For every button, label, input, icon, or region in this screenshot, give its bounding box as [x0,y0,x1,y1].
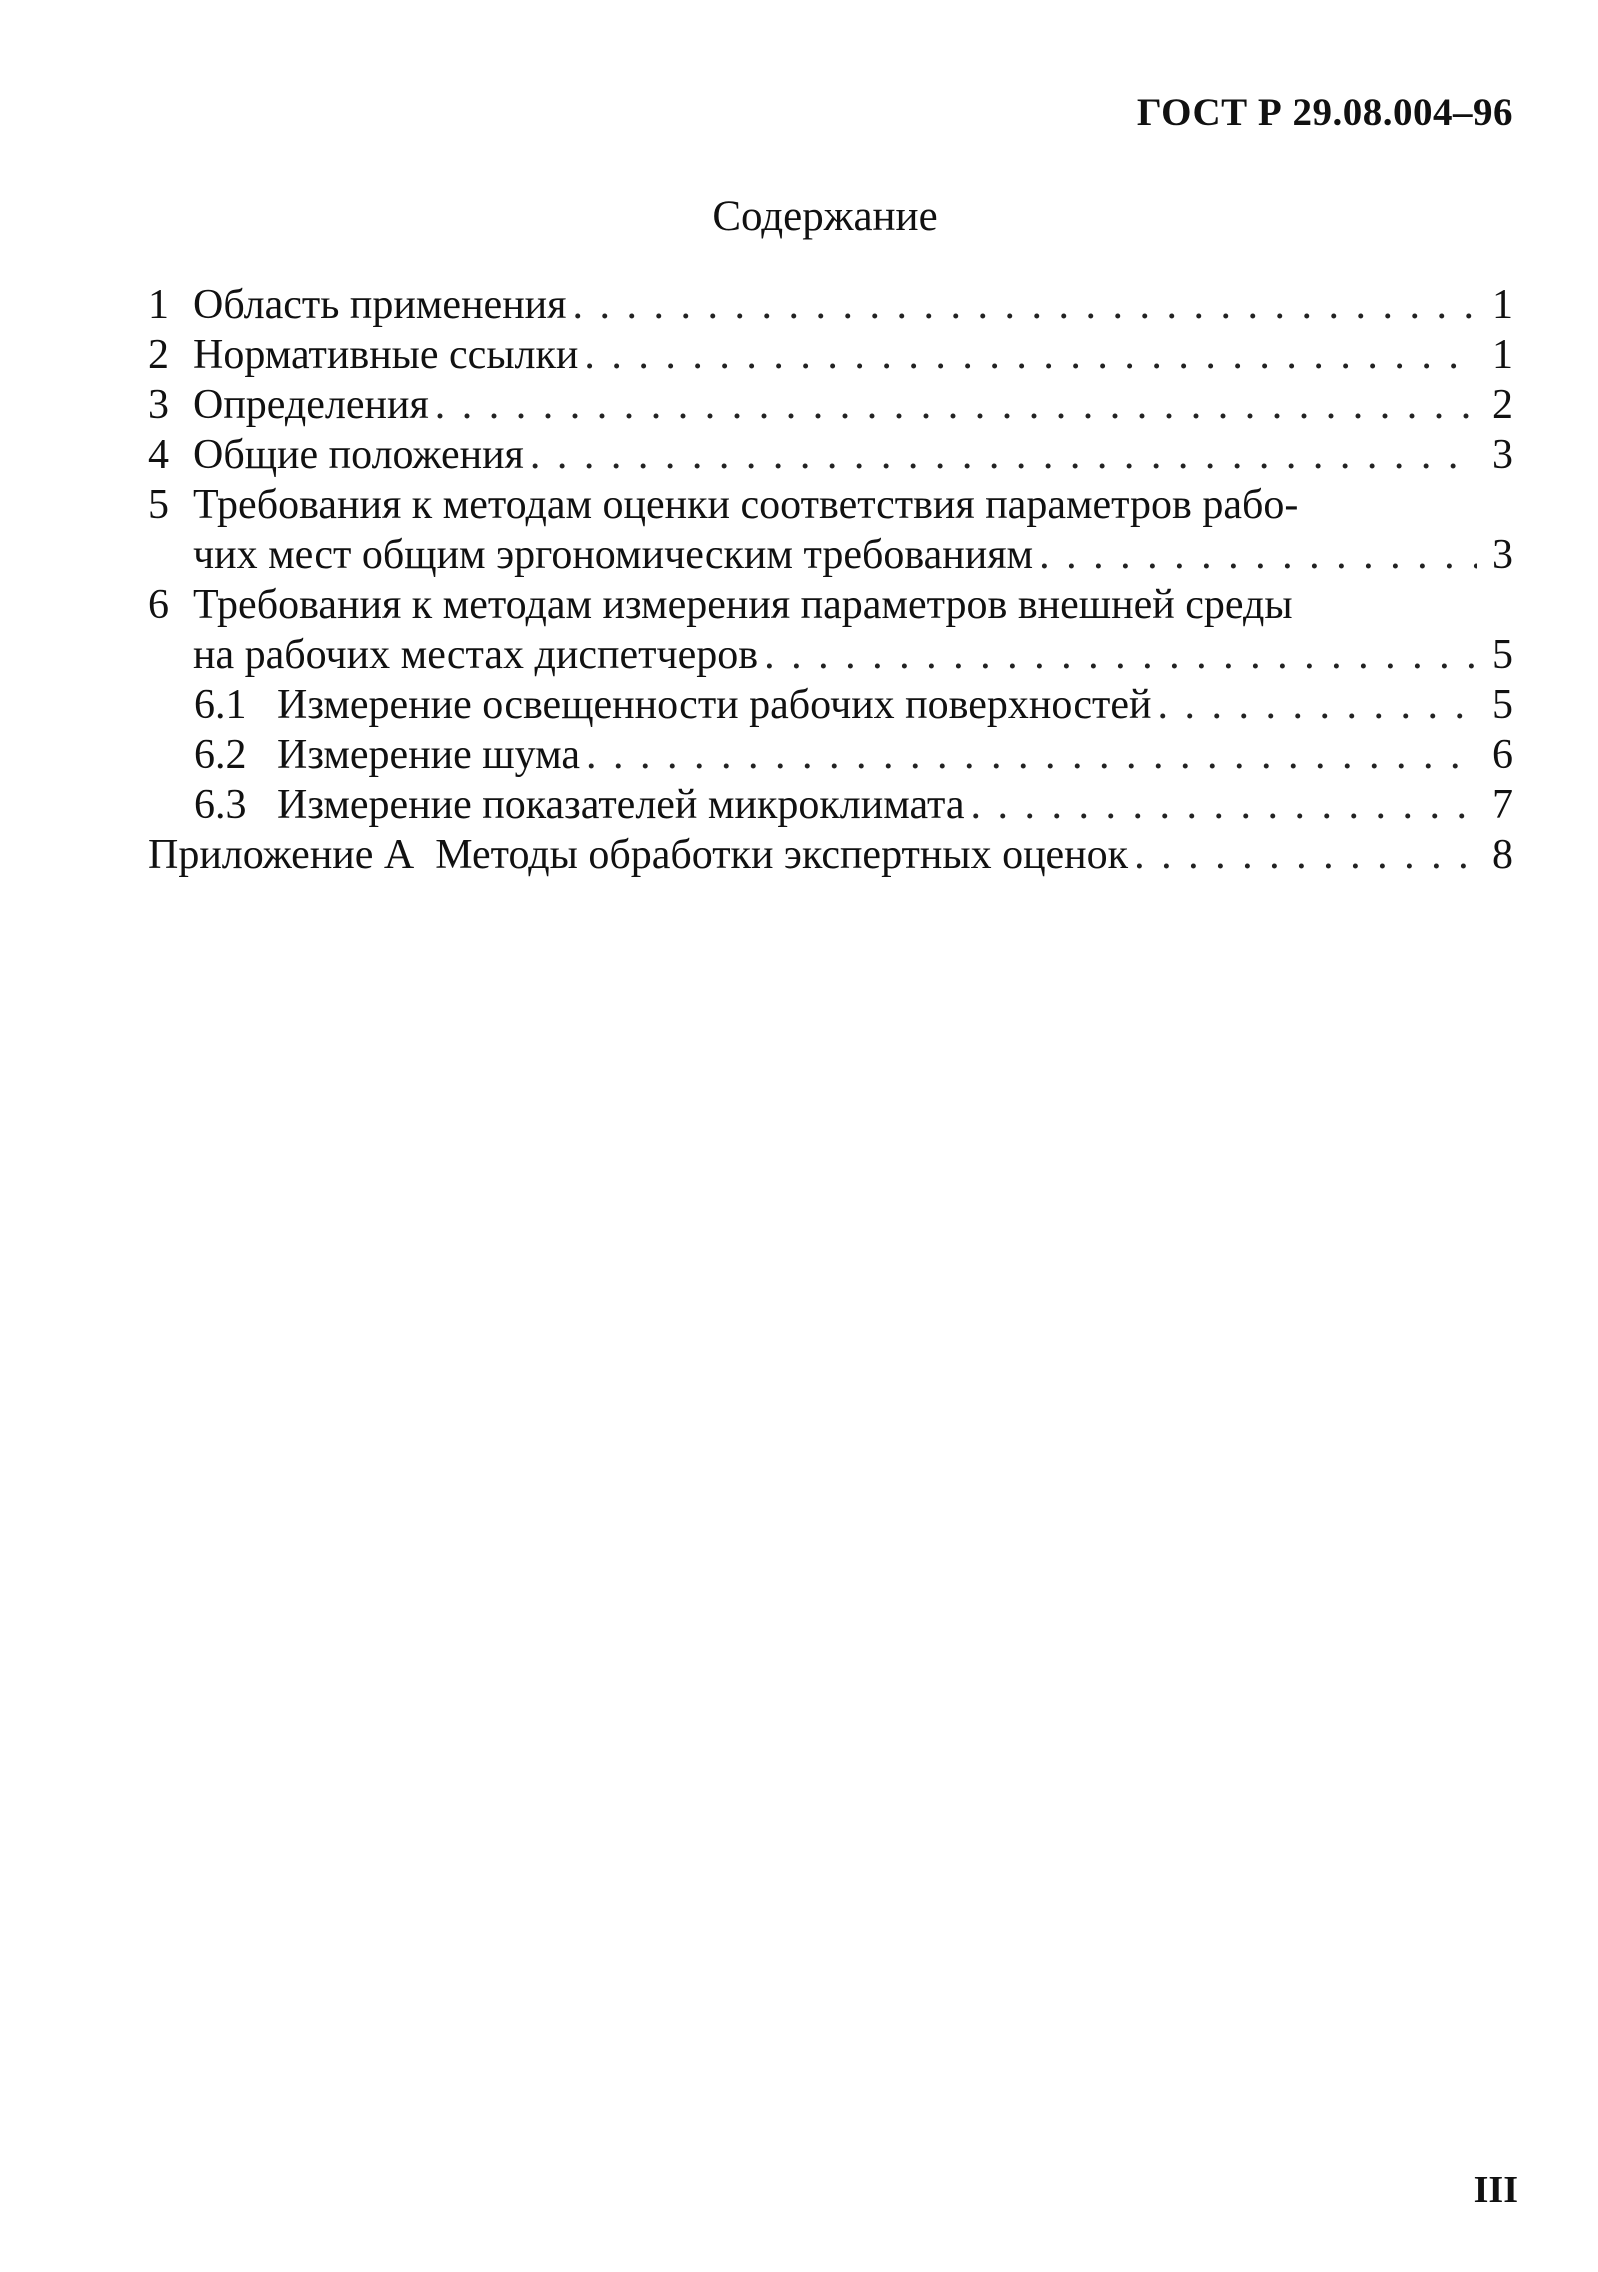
toc-entry-number: 6.3 [194,782,247,828]
toc-entry-title-continuation: на рабочих местах диспетчеров [193,632,759,678]
toc-entry-title: Измерение освещенности рабочих поверхностей [277,682,1152,728]
toc-entry-number: 4 [148,432,169,478]
toc-entry-title: Приложение А Методы обработки экспертных оценок [148,832,1129,878]
table-of-contents [148,280,1513,880]
toc-entry-title: Общие положения [193,432,524,478]
dot-leader [764,630,1477,680]
toc-entry-number: 3 [148,382,169,428]
toc-entry-appendix-a[interactable] [148,830,1513,880]
toc-entry-page: 8 [1492,832,1513,878]
toc-entry-page: 5 [1492,682,1513,728]
dot-leader [971,780,1477,830]
toc-entry-number: 6.1 [194,682,247,728]
toc-entry-title: Нормативные ссылки [193,332,579,378]
toc-entry-page: 2 [1492,382,1513,428]
dot-leader [584,330,1477,380]
toc-entry-5-continuation[interactable] [148,530,1513,580]
toc-entry-title: Измерение показателей микроклимата [277,782,965,828]
dot-leader [572,280,1477,330]
toc-entry-page: 6 [1492,732,1513,778]
document-code: ГОСТ Р 29.08.004–96 [1136,91,1513,134]
toc-entry-title: Определения [193,382,429,428]
toc-entry-number: 5 [148,482,169,528]
dot-leader [530,430,1477,480]
toc-entry-page: 1 [1492,332,1513,378]
dot-leader [1039,530,1477,580]
toc-entry-6[interactable] [148,580,1513,630]
toc-entry-3[interactable] [148,380,1513,430]
toc-entry-title: Требования к методам оценки соответствия параметров рабо- [193,482,1299,528]
toc-entry-6-3[interactable] [148,780,1513,830]
toc-entry-4[interactable] [148,430,1513,480]
page-number: III [1473,2169,1518,2211]
dot-leader [1134,830,1477,880]
toc-entry-1[interactable] [148,280,1513,330]
toc-entry-number: 6 [148,582,169,628]
toc-entry-title: Область применения [193,282,567,328]
toc-entry-6-2[interactable] [148,730,1513,780]
toc-title: Содержание [712,193,938,240]
toc-entry-page: 1 [1492,282,1513,328]
toc-entry-number: 2 [148,332,169,378]
toc-entry-5[interactable] [148,480,1513,530]
toc-entry-title-continuation: чих мест общим эргономическим требованиям [193,532,1034,578]
toc-entry-2[interactable] [148,330,1513,380]
toc-entry-page: 7 [1492,782,1513,828]
dot-leader [1158,680,1477,730]
toc-entry-page: 3 [1492,532,1513,578]
toc-entry-title: Требования к методам измерения параметров внешней среды [193,582,1293,628]
toc-entry-number: 6.2 [194,732,247,778]
toc-entry-page: 5 [1492,632,1513,678]
dot-leader [435,380,1477,430]
toc-entry-title: Измерение шума [277,732,581,778]
toc-entry-number: 1 [148,282,169,328]
toc-entry-6-1[interactable] [148,680,1513,730]
toc-entry-6-continuation[interactable] [148,630,1513,680]
dot-leader [586,730,1477,780]
toc-entry-page: 3 [1492,432,1513,478]
